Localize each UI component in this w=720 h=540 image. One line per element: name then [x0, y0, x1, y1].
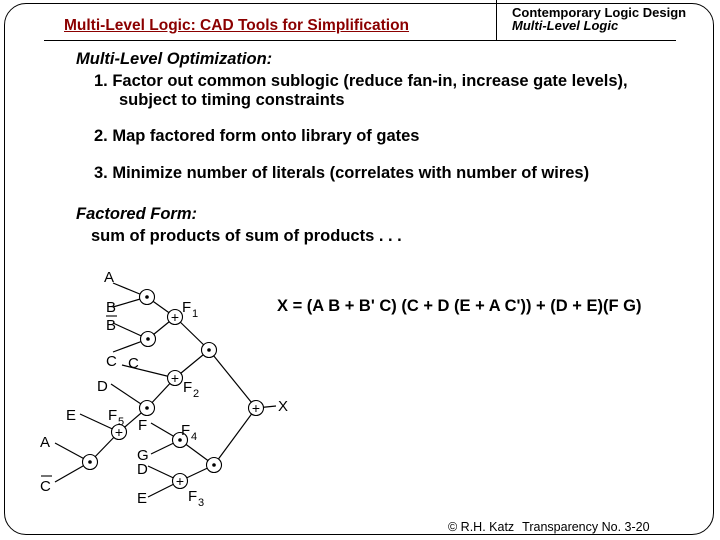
- or-symbol: +: [175, 473, 185, 489]
- input-label-e: E: [137, 490, 148, 507]
- input-label-d: D: [97, 378, 108, 395]
- input-label-g: G: [137, 447, 149, 464]
- or-symbol: +: [170, 370, 180, 386]
- list-item-3: 3. Minimize number of literals (correlates with number of wires): [94, 164, 590, 182]
- and-gate: [202, 343, 217, 358]
- input-label-b-complement: B: [106, 317, 117, 334]
- or-gate-output: [249, 400, 264, 416]
- footer-transparency-number: Transparency No. 3-20: [522, 520, 650, 534]
- input-label-d: D: [137, 461, 148, 478]
- slide-footer: [448, 520, 650, 534]
- node-label-f2-subscript: 2: [193, 388, 200, 400]
- or-gate-f1: [168, 309, 183, 325]
- node-label-f1: F: [182, 299, 192, 316]
- input-label-f: F: [138, 417, 148, 434]
- boolean-equation: X = (A B + B' C) (C + D (E + A C')) + (D + E)(F G): [277, 297, 642, 315]
- chapter-subtitle: Multi-Level Logic: [512, 18, 619, 33]
- node-label-f1-subscript: 1: [192, 308, 199, 320]
- and-gate: [140, 401, 155, 416]
- output-label-x: X: [278, 398, 289, 415]
- input-label-e: E: [66, 407, 77, 424]
- and-gate: [141, 332, 156, 347]
- or-symbol: +: [251, 400, 261, 416]
- input-label-a: A: [40, 434, 51, 451]
- or-symbol: +: [114, 424, 124, 440]
- and-gate: [83, 455, 98, 470]
- list-item-1-continued: subject to timing constraints: [119, 91, 345, 109]
- circuit-input-labels: [40, 269, 149, 507]
- and-gate: [140, 290, 155, 305]
- node-label-f2: F: [183, 379, 193, 396]
- node-label-f5-subscript: 5: [118, 416, 125, 428]
- or-gate-f2: [168, 370, 183, 386]
- list-item-1: 1. Factor out common sublogic (reduce fan-in, increase gate levels),: [94, 72, 628, 90]
- list-item-2: 2. Map factored form onto library of gates: [94, 127, 420, 145]
- node-label-f3-subscript: 3: [198, 497, 205, 509]
- input-label-a: A: [104, 269, 115, 286]
- input-label-b: B: [106, 299, 117, 316]
- or-gate-f3: [173, 473, 188, 489]
- course-name: Contemporary Logic Design: [512, 5, 687, 20]
- or-symbol: +: [170, 309, 180, 325]
- optimization-heading: Multi-Level Optimization:: [76, 50, 273, 68]
- node-label-f4-subscript: 4: [191, 431, 198, 443]
- and-gate: [207, 458, 222, 473]
- input-label-c: C: [106, 353, 117, 370]
- node-label-f4: F: [181, 422, 191, 439]
- node-label-f3: F: [188, 488, 198, 505]
- footer-author: © R.H. Katz: [448, 520, 515, 534]
- input-label-c: C: [128, 355, 139, 372]
- node-label-f5: F: [108, 407, 118, 424]
- factored-form-heading: Factored Form:: [76, 205, 198, 223]
- input-label-c-complement: C: [40, 478, 51, 495]
- factored-form-text: sum of products of sum of products . . .: [91, 227, 402, 245]
- slide-title: Multi-Level Logic: CAD Tools for Simplification: [64, 17, 410, 34]
